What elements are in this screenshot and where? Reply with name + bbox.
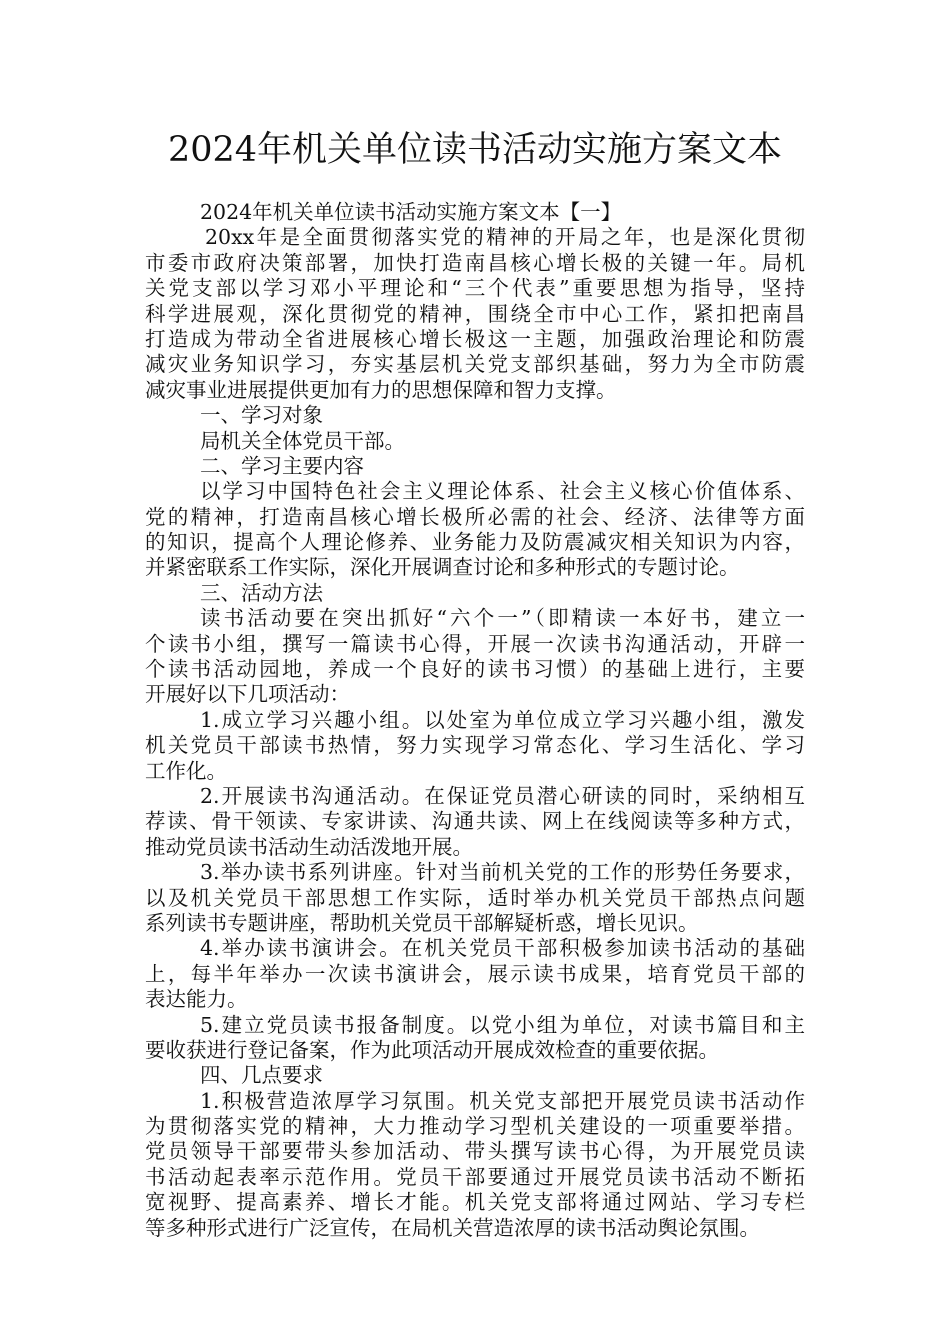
paragraph-line: 以及机关党员干部思想工作实际，适时举办机关党员干部热点问题 [145,885,805,910]
paragraph-line: 开展好以下几项活动： [145,682,350,707]
paragraph-line: 20xx年是全面贯彻落实党的精神的开局之年，也是深化贯彻 [205,225,805,250]
paragraph-line: 系列读书专题讲座，帮助机关党员干部解疑析惑，增长见识。 [145,910,699,935]
paragraph-line: 科学进展观，深化贯彻党的精神，围绕全市中心工作，紧扣把南昌 [145,301,805,326]
paragraph-line: 荐读、骨干领读、专家讲读、沟通共读、网上在线阅读等多种方式， [145,809,805,834]
paragraph-line: 减灾事业进展提供更加有力的思想保障和智力支撑。 [145,377,617,402]
paragraph-line: 并紧密联系工作实际，深化开展调查讨论和多种形式的专题讨论。 [145,555,740,580]
paragraph-line: 的知识，提高个人理论修养、业务能力及防震减灾相关知识为内容， [145,530,805,555]
paragraph-line: 党员领导干部要带头参加活动、带头撰写读书心得，为开展党员读 [145,1139,805,1164]
paragraph-line: 为贯彻落实党的精神，大力推动学习型机关建设的一项重要举措。 [145,1114,805,1139]
paragraph-line: 要收获进行登记备案，作为此项活动开展成效检查的重要依据。 [145,1037,719,1062]
paragraph-line: 表达能力。 [145,987,248,1012]
paragraph-line: 等多种形式进行广泛宣传，在局机关营造浓厚的读书活动舆论氛围。 [145,1215,760,1240]
paragraph-line: 个读书小组，撰写一篇读书心得，开展一次读书沟通活动，开辟一 [145,631,805,656]
paragraph-line: 打造成为带动全省进展核心增长极这一主题，加强政治理论和防震 [145,326,805,351]
paragraph-line: 1.成立学习兴趣小组。以处室为单位成立学习兴趣小组，激发 [200,707,805,732]
paragraph-line: 减灾业务知识学习，夯实基层机关党支部织基础，努力为全市防震 [145,352,805,377]
section-heading-line: 局机关全体党员干部。 [200,428,405,453]
paragraph-line: 党的精神，打造南昌核心增长极所必需的社会、经济、法律等方面 [145,504,805,529]
paragraph-line: 关党支部以学习邓小平理论和“三个代表”重要思想为指导，坚持 [145,276,805,301]
paragraph-line: 3.举办读书系列讲座。针对当前机关党的工作的形势任务要求， [200,860,805,885]
paragraph-line: 市委市政府决策部署，加快打造南昌核心增长极的关键一年。局机 [145,250,805,275]
paragraph-line: 上，每半年举办一次读书演讲会，展示读书成果，培育党员干部的 [145,961,805,986]
paragraph-line: 2.开展读书沟通活动。在保证党员潜心研读的同时，采纳相互 [200,783,805,808]
section-heading-line: 2024年机关单位读书活动实施方案文本【一】 [200,200,622,224]
paragraph-line: 宽视野、提高素养、增长才能。机关党支部将通过网站、学习专栏 [145,1190,805,1215]
document-title: 2024年机关单位读书活动实施方案文本 [167,130,783,170]
paragraph-line: 机关党员干部读书热情，努力实现学习常态化、学习生活化、学习 [145,733,805,758]
paragraph-line: 推动党员读书活动生动活泼地开展。 [145,834,473,859]
section-heading-line: 二、学习主要内容 [200,453,364,478]
section-heading-line: 三、活动方法 [200,580,323,605]
paragraph-line: 4.举办读书演讲会。在机关党员干部积极参加读书活动的基础 [200,936,805,961]
paragraph-line: 工作化。 [145,758,227,783]
paragraph-line: 1.积极营造浓厚学习氛围。机关党支部把开展党员读书活动作 [200,1088,805,1113]
paragraph-line: 读书活动要在突出抓好“六个一”（即精读一本好书，建立一 [200,606,805,631]
section-heading-line: 一、学习对象 [200,403,323,428]
paragraph-line: 个读书活动园地，养成一个良好的读书习惯）的基础上进行，主要 [145,657,805,682]
paragraph-line: 5.建立党员读书报备制度。以党小组为单位，对读书篇目和主 [200,1012,805,1037]
document-body [145,200,805,1241]
paragraph-line: 以学习中国特色社会主义理论体系、社会主义核心价值体系、 [200,479,805,504]
paragraph-line: 书活动起表率示范作用。党员干部要通过开展党员读书活动不断拓 [145,1164,805,1189]
section-heading-line: 四、几点要求 [200,1063,323,1088]
